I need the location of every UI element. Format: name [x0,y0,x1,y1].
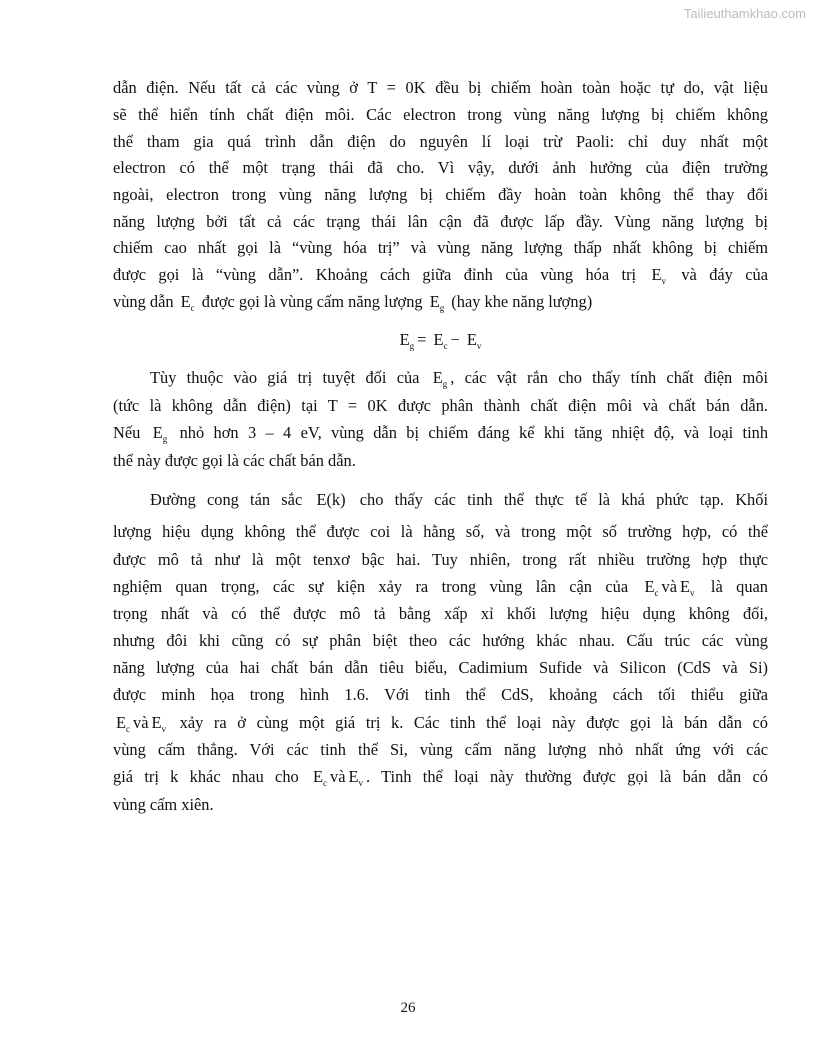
math-main: E [466,330,477,349]
math-subscript: c [126,724,131,734]
text-line [113,577,768,603]
text-run: năng lượng của hai chất bán dẫn tiêu biểu, Cadimium Sufide và Silicon (CdS và Si) [113,658,768,677]
math-subscript: c [443,341,448,351]
text-run: và [330,767,346,786]
text-line [113,292,768,318]
text-run: nhỏ hơn 3 – 4 eV, vùng dẫn bị chiếm đáng kể khi tăng nhiệt độ, và loại tinh [170,423,769,442]
text-run: cho thấy các tinh thể thực tế là khá phức tạp. Khối [348,490,768,509]
text-run: được gọi là vùng cấm năng lượng [197,292,427,311]
math-main: E [644,577,655,596]
math-symbol [153,423,168,442]
math-subscript: g [409,341,415,351]
text-run: vùng dẫn [113,292,178,311]
text-run: chiếm cao nhất gọi là “vùng hóa trị” và vùng năng lượng thấp nhất không bị chiếm [113,238,768,257]
text-run: thể này được gọi là các chất bán dẫn. [113,451,356,470]
math-main: E [313,767,324,786]
text-line [113,451,768,471]
math-subscript: v [358,778,364,788]
text-line [113,105,768,125]
math-subscript: v [476,341,482,351]
text-line [113,330,768,356]
math-main: E [180,292,191,311]
text-line [113,396,768,416]
math-main: E [432,368,443,387]
text-run: sẽ thể hiển tính chất điện môi. Các electron trong vùng năng lượng bị chiếm không [113,105,768,124]
text-line [113,423,768,449]
text-run: Nếu [113,423,150,442]
math-symbol [430,292,445,311]
text-line [113,631,768,651]
math-symbol [152,713,167,732]
text-line [113,604,768,624]
math-subscript: v [690,588,695,598]
math-main: E [152,423,163,442]
math-subscript: g [162,434,168,444]
math-subscript: v [661,276,666,286]
math-symbol [651,265,666,284]
text-run: nhưng đôi khi cũng có sự phân biệt theo các hướng khác nhau. Cấu trúc các vùng [113,631,768,650]
math-main: E [348,767,359,786]
math-symbol [349,767,364,786]
math-symbol [433,330,447,349]
math-main: E [116,713,127,732]
math-subscript: v [161,724,167,734]
text-run: = [417,330,431,349]
text-run: trọng nhất và có thể được mô tả bằng xấp xỉ khối lượng hiệu dụng không đổi, [113,604,768,623]
text-line [113,550,768,570]
text-run: năng lượng bởi tất cả các trạng thái lân cận đã được lấp đầy. Vùng năng lượng bị [113,212,768,231]
math-expression: E(k) [316,490,346,509]
math-symbol [680,577,695,596]
text-run: Đường cong tán sắc [150,490,314,509]
text-line [113,238,768,258]
math-symbol [645,577,659,596]
text-line [113,713,768,739]
text-run: Tùy thuộc vào giá trị tuyệt đối của [150,368,430,387]
math-subscript: g [439,303,445,313]
text-run: . Tinh thể loại này thường được gọi là bán dẫn có [366,767,768,786]
math-subscript: c [190,303,195,313]
text-run: được mô tả như là một tenxơ bậc hai. Tuy nhiên, trong rất nhiều trường hợp thực [113,550,768,569]
text-run: lượng hiệu dụng không thể được coi là hằng số, và trong một số trường hợp, có thể [113,522,768,541]
text-line [113,767,768,793]
text-line [113,78,768,98]
text-line [113,212,768,232]
text-line [113,658,768,678]
math-subscript: c [323,778,328,788]
math-main: E [680,577,691,596]
text-run: nghiệm quan trọng, các sự kiện xảy ra trong vùng lân cận của [113,577,642,596]
text-run: electron có thể một trạng thái đã cho. Vì vậy, dưới ảnh hưởng của điện trường [113,158,768,177]
text-run: được minh họa trong hình 1.6. Với tinh thể CdS, khoảng cách tối thiểu giữa [113,685,768,704]
watermark: Tailieuthamkhao.com [683,6,806,21]
text-run: , các vật rắn cho thấy tính chất điện môi [450,368,768,387]
text-run: (hay khe năng lượng) [447,292,593,311]
text-run: xảy ra ở cùng một giá trị k. Các tinh thể loại này được gọi là bán dẫn có [169,713,768,732]
math-symbol [181,292,195,311]
math-subscript: c [654,588,659,598]
text-run: là quan [697,577,769,596]
text-run: vùng cấm xiên. [113,795,214,814]
text-line [150,490,768,510]
text-run: dẫn điện. Nếu tất cả các vùng ở T = 0K đều bị chiếm hoàn toàn hoặc tự do, vật liệu [113,78,768,97]
text-line [113,685,768,705]
text-run: và [661,577,677,596]
math-symbol [400,330,415,349]
text-run: ngoài, electron trong vùng năng lượng bị chiếm đầy hoàn toàn không thể thay đổi [113,185,768,204]
math-symbol [433,368,448,387]
text-run: (tức là không dẫn điện) tại T = 0K được phân thành chất điện môi và chất bán dẫn. [113,396,768,415]
math-main: E [651,265,662,284]
math-symbol [467,330,482,349]
math-symbol [116,713,130,732]
text-line [113,795,768,815]
text-run: − [450,330,464,349]
text-line [113,132,768,152]
math-subscript: g [442,379,448,389]
text-line [113,522,768,542]
math-main: E [433,330,444,349]
text-run: vùng cấm thẳng. Với các tinh thể Si, vùng cấm năng lượng nhỏ nhất ứng với các [113,740,768,759]
math-symbol [313,767,327,786]
text-run: và đáy của [668,265,768,284]
text-line [150,368,768,394]
page-number: 26 [400,1000,416,1016]
text-run: giá trị k khác nhau cho [113,767,311,786]
text-line [113,158,768,178]
text-line [113,740,768,760]
text-line [113,265,768,291]
math-main: E [429,292,440,311]
text-run: thể tham gia quá trình dẫn điện do nguyên lí loại trừ Paoli: chỉ duy nhất một [113,132,768,151]
text-run: được gọi là “vùng dẫn”. Khoảng cách giữa đỉnh của vùng hóa trị [113,265,649,284]
text-line [113,185,768,205]
math-main: E [399,330,410,349]
text-run: và [133,713,149,732]
math-main: E [151,713,162,732]
